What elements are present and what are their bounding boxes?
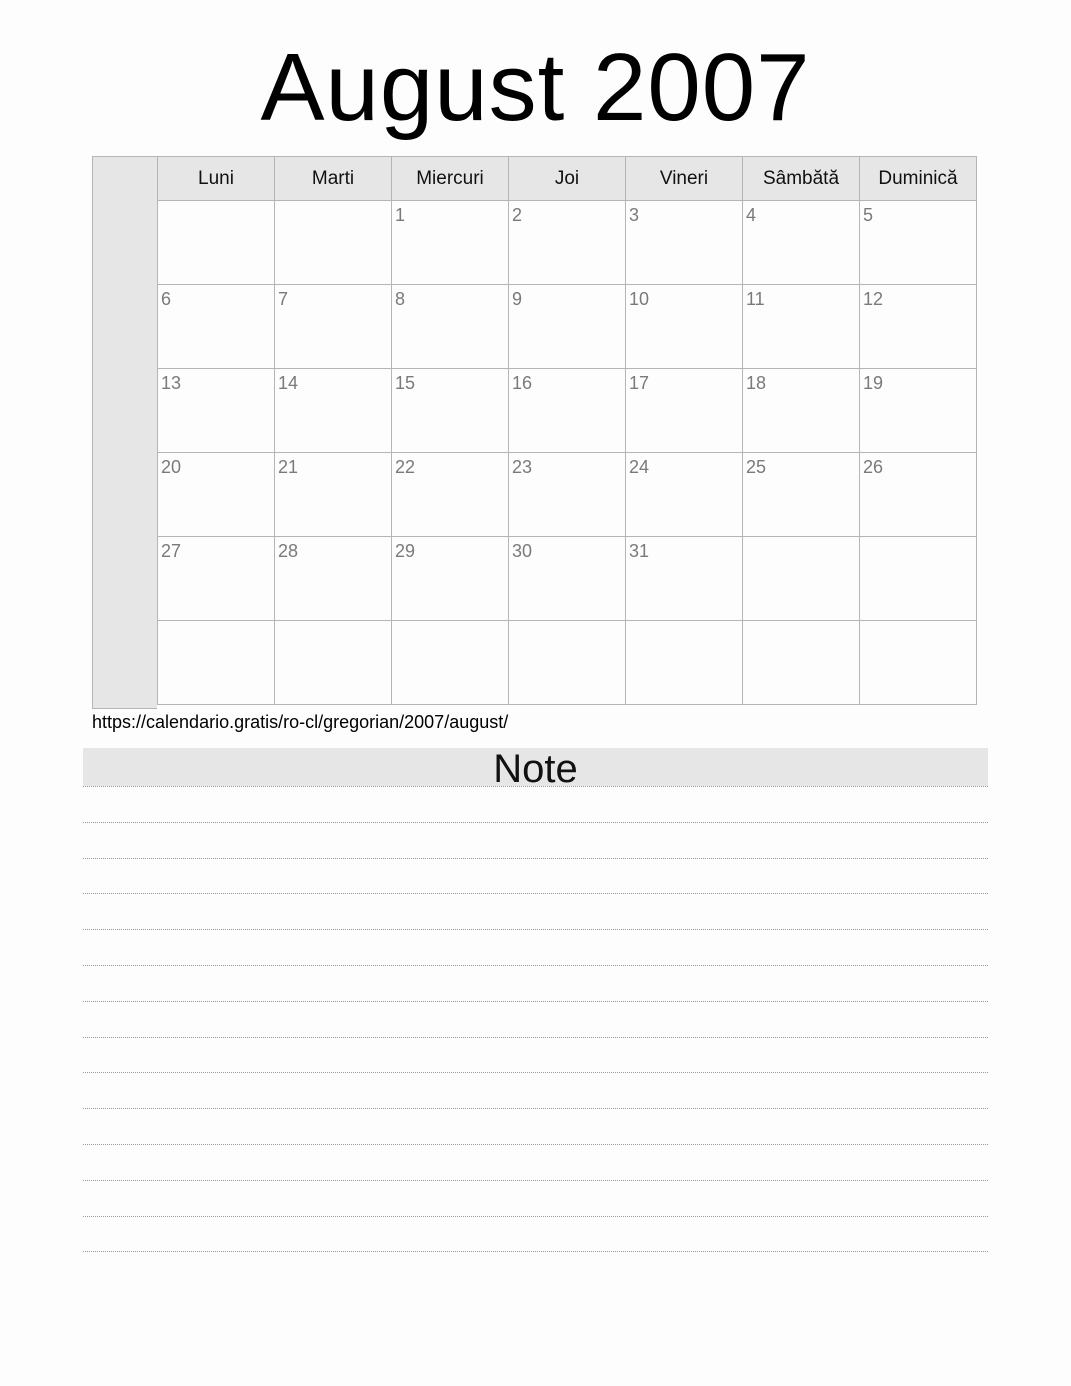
day-cell	[509, 201, 626, 285]
day-number: 24	[629, 457, 650, 477]
week-row	[158, 369, 977, 453]
note-line	[83, 822, 988, 858]
day-cell	[626, 453, 743, 537]
day-cell	[392, 369, 509, 453]
note-line	[83, 1072, 988, 1108]
day-cell	[158, 621, 275, 705]
day-number: 20	[161, 457, 182, 477]
day-cell	[860, 285, 977, 369]
day-cell	[158, 201, 275, 285]
day-cell	[158, 537, 275, 621]
day-number: 6	[161, 289, 172, 309]
day-number: 2	[512, 205, 523, 225]
page-title: August 2007	[260, 34, 811, 141]
day-cell	[860, 201, 977, 285]
day-cell	[626, 369, 743, 453]
day-number: 22	[395, 457, 416, 477]
note-line	[83, 929, 988, 965]
day-cell	[860, 537, 977, 621]
day-cell	[626, 537, 743, 621]
day-number: 27	[161, 541, 182, 561]
day-cell	[743, 537, 860, 621]
day-cell	[275, 369, 392, 453]
day-number: 5	[863, 205, 874, 225]
day-cell	[392, 201, 509, 285]
notes-title: Note	[493, 747, 578, 791]
weekday-header: Miercuri	[392, 157, 509, 201]
day-cell	[275, 285, 392, 369]
source-url: https://calendario.gratis/ro-cl/gregorian/2007/august/	[92, 712, 509, 732]
day-cell	[275, 453, 392, 537]
day-number: 21	[278, 457, 299, 477]
day-cell	[275, 201, 392, 285]
weekday-header: Luni	[158, 157, 275, 201]
day-number: 26	[863, 457, 884, 477]
day-cell	[860, 453, 977, 537]
day-cell	[743, 369, 860, 453]
day-cell	[158, 369, 275, 453]
day-number: 17	[629, 373, 650, 393]
day-number: 29	[395, 541, 416, 561]
note-line	[83, 1251, 988, 1252]
day-cell	[743, 453, 860, 537]
weekday-header-row	[158, 157, 977, 201]
day-cell	[275, 537, 392, 621]
day-number: 23	[512, 457, 533, 477]
notes-header	[83, 747, 988, 791]
day-number: 28	[278, 541, 299, 561]
week-row	[158, 537, 977, 621]
day-number: 12	[863, 289, 884, 309]
note-line	[83, 1144, 988, 1180]
day-cell	[626, 201, 743, 285]
note-line	[83, 786, 988, 822]
day-number: 1	[395, 205, 406, 225]
weekday-header: Joi	[509, 157, 626, 201]
note-line	[83, 1001, 988, 1037]
note-line	[83, 965, 988, 1001]
week-row	[158, 621, 977, 705]
week-number-column	[92, 156, 157, 709]
day-number: 30	[512, 541, 533, 561]
day-number: 7	[278, 289, 289, 309]
day-cell	[392, 453, 509, 537]
day-cell	[158, 453, 275, 537]
day-cell	[509, 453, 626, 537]
day-number: 13	[161, 373, 182, 393]
day-number: 11	[746, 289, 765, 309]
note-line	[83, 1216, 988, 1252]
day-cell	[275, 621, 392, 705]
day-cell	[392, 621, 509, 705]
day-cell	[509, 537, 626, 621]
note-line	[83, 893, 988, 929]
week-row	[158, 453, 977, 537]
day-cell	[743, 621, 860, 705]
day-cell	[509, 621, 626, 705]
day-cell	[860, 621, 977, 705]
day-cell	[509, 285, 626, 369]
week-row	[158, 201, 977, 285]
note-line	[83, 858, 988, 894]
day-number: 16	[512, 373, 533, 393]
weekday-header: Vineri	[626, 157, 743, 201]
note-line	[83, 1037, 988, 1073]
day-number: 9	[512, 289, 523, 309]
day-number: 15	[395, 373, 416, 393]
note-line	[83, 1108, 988, 1144]
day-number: 19	[863, 373, 884, 393]
weekday-header: Duminică	[860, 157, 977, 201]
week-row	[158, 285, 977, 369]
day-number: 18	[746, 373, 767, 393]
day-number: 14	[278, 373, 299, 393]
day-cell	[743, 285, 860, 369]
day-cell	[392, 285, 509, 369]
day-number: 3	[629, 205, 640, 225]
day-cell	[743, 201, 860, 285]
day-cell	[158, 285, 275, 369]
calendar-grid	[157, 156, 977, 705]
weekday-header: Marti	[275, 157, 392, 201]
day-number: 31	[629, 541, 650, 561]
day-number: 8	[395, 289, 406, 309]
day-cell	[626, 285, 743, 369]
note-line	[83, 1180, 988, 1216]
notes-lines	[83, 786, 988, 1252]
day-cell	[509, 369, 626, 453]
day-number: 10	[629, 289, 650, 309]
day-number: 4	[746, 205, 757, 225]
day-number: 25	[746, 457, 767, 477]
weekday-header: Sâmbătă	[743, 157, 860, 201]
day-cell	[860, 369, 977, 453]
day-cell	[392, 537, 509, 621]
day-cell	[626, 621, 743, 705]
